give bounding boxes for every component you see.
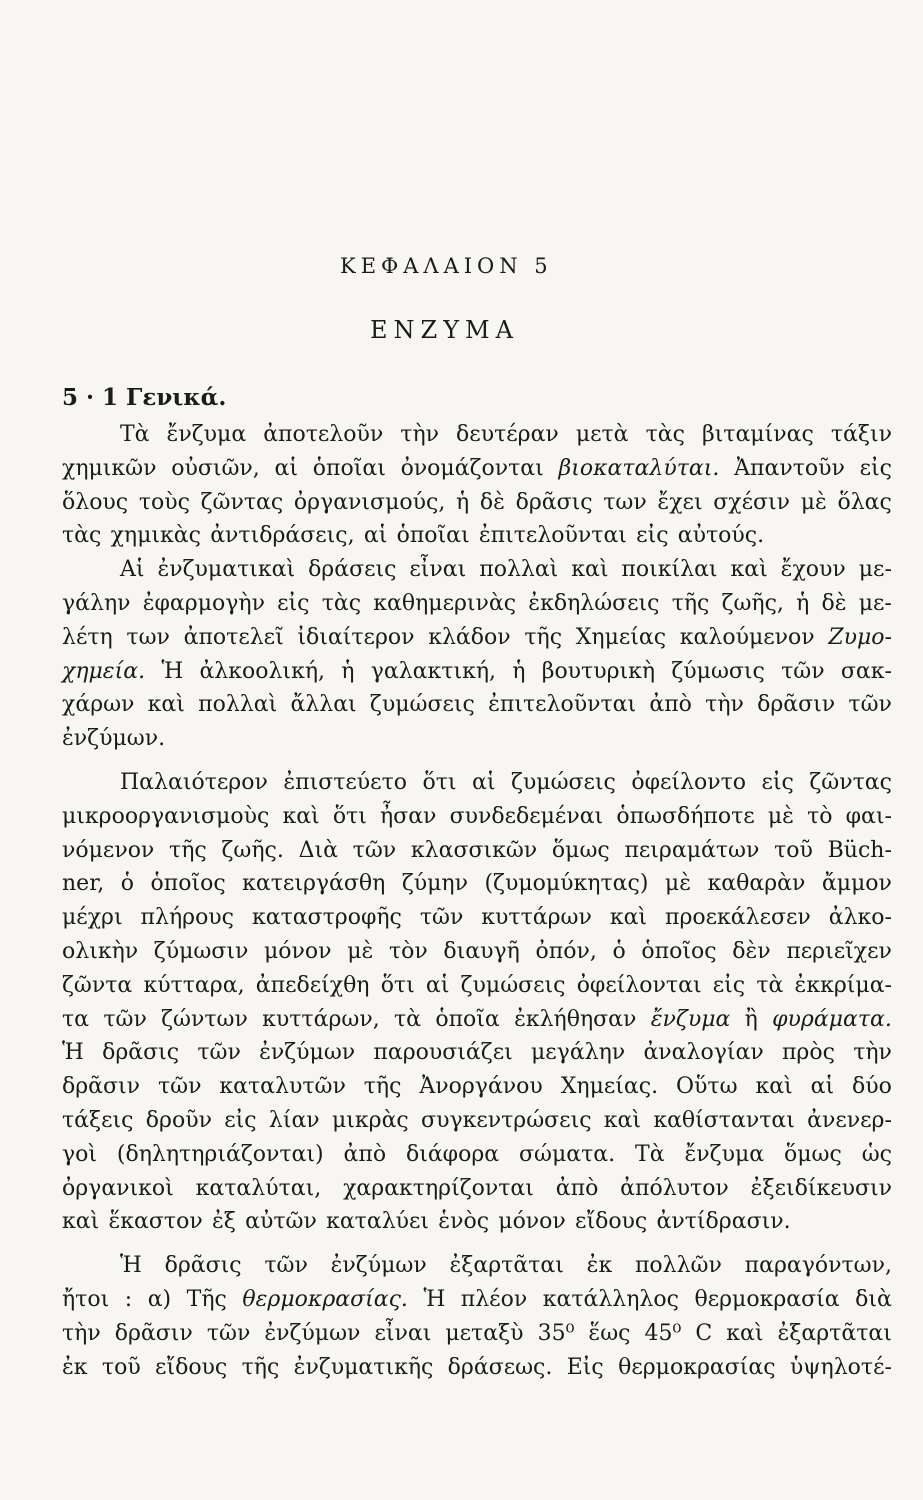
word: σακ-	[840, 658, 892, 684]
text-line	[62, 1205, 892, 1239]
word: ζῶντα	[62, 972, 133, 998]
word: κλασσικῶν	[410, 837, 538, 863]
text-line	[62, 452, 892, 486]
word: με-	[858, 557, 892, 583]
word: αἱ	[363, 523, 388, 549]
text-line	[62, 1283, 892, 1317]
word: τοὺς	[138, 489, 190, 515]
word: φαι-	[845, 803, 892, 829]
word: ὅμως	[551, 837, 610, 863]
word: ἐξ	[211, 1209, 236, 1235]
text-line	[62, 1138, 892, 1172]
text-line	[62, 486, 892, 520]
word: μὲ	[767, 803, 794, 829]
body-text	[62, 418, 892, 1384]
text-line	[62, 969, 892, 1003]
word: τῶν	[264, 1253, 308, 1279]
word: χάρων	[62, 692, 135, 718]
word: ἡ	[341, 658, 355, 684]
word: ἀπὸ	[343, 1141, 387, 1167]
word: Χημείας.	[560, 1074, 659, 1100]
word: ἐξειδίκευσιν	[750, 1175, 892, 1201]
word: πειραμάτων	[624, 837, 760, 863]
word: Τῆς	[186, 1286, 227, 1312]
word: μὲ	[800, 489, 827, 515]
word: βιταμίνας	[701, 422, 814, 447]
word: ἐνζύμων.	[62, 726, 166, 752]
text-line	[62, 935, 892, 969]
word: ζωῆς.	[221, 837, 284, 863]
word: ἀλκο-	[828, 905, 892, 931]
word: ζυμώσεις	[460, 972, 566, 998]
word: ὁποῖαι	[312, 455, 386, 481]
word: αὐτῶν	[245, 1209, 317, 1235]
word: των	[603, 489, 647, 515]
word: τὴν	[853, 1040, 892, 1066]
text-line	[62, 621, 892, 655]
word: καὶ	[726, 1320, 764, 1346]
word: δρᾶσιν	[62, 1074, 141, 1100]
word: ὀργανισμούς,	[293, 489, 446, 515]
word: τῶν	[781, 658, 825, 684]
word: Ἡ	[62, 1040, 84, 1066]
word: τῆς	[169, 837, 207, 863]
word: μικρὰς	[331, 1107, 409, 1133]
word: αἱ	[274, 455, 299, 481]
word: ζύμωσιν	[153, 938, 249, 964]
word: τῶν	[197, 1040, 241, 1066]
word: καὶ	[609, 905, 648, 931]
word: ἑνὸς	[438, 1209, 490, 1235]
word: δράσεως.	[447, 1354, 553, 1380]
word: ὁπωσδήποτε	[616, 803, 755, 829]
text-line	[62, 688, 892, 722]
word: δὲν	[732, 938, 771, 964]
word: δροῦν	[145, 1107, 212, 1133]
text-line	[62, 655, 892, 689]
word: μικροοργανισμοὺς	[62, 803, 270, 829]
word: χαρακτηρίζονται	[343, 1175, 534, 1201]
word: εἰς	[636, 523, 669, 549]
word: τὸ	[807, 803, 833, 829]
word: κατειργάσθη	[242, 871, 386, 897]
word: τὸν	[388, 938, 428, 964]
text-line	[62, 1317, 892, 1351]
word: 45⁰	[644, 1320, 682, 1346]
word: αἱ	[810, 1074, 835, 1100]
word: α)	[147, 1286, 172, 1312]
word: Αἱ	[120, 557, 145, 583]
word: μέχρι	[62, 905, 123, 931]
word: τὴν	[705, 692, 744, 718]
word: μὲ	[664, 871, 692, 897]
word: Διὰ	[298, 837, 338, 863]
word: κύτταρα,	[143, 972, 245, 998]
text-line	[62, 901, 892, 935]
word: δράσεις	[308, 557, 397, 583]
word: εἶναι	[374, 1320, 432, 1346]
word: Τὰ	[120, 422, 150, 447]
word: αἱ	[425, 972, 450, 998]
word: τάξεις	[62, 1107, 134, 1133]
word: διὰ	[855, 1286, 892, 1312]
word: εἴδους	[155, 1354, 228, 1380]
section-heading: 5 · 1 Γενικά.	[62, 384, 227, 411]
word: C	[695, 1320, 713, 1346]
word: ἐπιτελοῦνται	[488, 692, 637, 718]
word: Büch-	[827, 837, 892, 863]
word: ζῶντας	[200, 489, 284, 515]
word: με-	[858, 590, 892, 616]
word: Εἰς	[566, 1354, 604, 1380]
text-line	[62, 1003, 892, 1037]
word: καταλυτῶν	[219, 1074, 346, 1100]
word: τῶν	[157, 1074, 202, 1100]
word: καὶ	[571, 557, 609, 583]
word: καθαρὰν	[707, 871, 806, 897]
word: ἀντίδρασιν.	[656, 1209, 791, 1235]
word: ἐξαρτᾶται	[449, 1253, 564, 1279]
chapter-title: ΕΝΖΥΜΑ	[370, 316, 519, 344]
word: φυράματα.	[772, 1006, 892, 1032]
word: ὀφείλονται	[576, 972, 702, 998]
word: ἔνζυμα	[650, 1006, 731, 1032]
word: καὶ	[282, 803, 320, 829]
word: τὴν	[400, 422, 440, 447]
word: ἔχουν	[780, 557, 846, 583]
word: δρᾶσιν	[114, 1320, 193, 1346]
word: ἀποτελοῦν	[263, 422, 384, 447]
word: συγκεντρώσεις	[421, 1107, 592, 1133]
word: βιοκαταλύται.	[558, 455, 720, 481]
word: ζώντων	[161, 1006, 248, 1032]
word: ἐπιτελοῦνται	[478, 523, 627, 549]
word: ἀπὸ	[649, 692, 692, 718]
word: ὀργανικοὶ	[62, 1175, 174, 1201]
word: Ἀπαντοῦν	[734, 455, 845, 481]
word: καταστροφῆς	[251, 905, 402, 931]
word: καθημερινὰς	[373, 590, 517, 616]
word: εἰς	[859, 455, 892, 481]
word: ἔνζυμα	[166, 422, 247, 447]
word: τοῦ	[774, 837, 813, 863]
word: συνδεδεμέναι	[449, 803, 604, 829]
word: ἀλκοολική,	[199, 658, 325, 684]
word: ὁποῖαι	[396, 523, 470, 549]
word: τοῦ	[101, 1354, 141, 1380]
word: παρουσιάζει	[373, 1040, 513, 1066]
word: ὀφείλοντο	[631, 769, 747, 795]
word: εἰς	[761, 769, 794, 795]
word: ἢ	[744, 1006, 758, 1032]
word: τῶν	[419, 905, 464, 931]
word: εἰς	[277, 590, 310, 616]
word: Τὰ	[635, 1141, 665, 1167]
word: ἐκλήθησαν	[514, 1006, 637, 1032]
word: αἱ	[472, 769, 496, 795]
word: διαυγῆ	[443, 938, 520, 964]
word: ἐπιστεύετο	[283, 769, 407, 795]
word: ἀπεδείχθη	[255, 972, 370, 998]
word: πολλῶν	[634, 1253, 722, 1279]
word: ζυμώσεις	[510, 769, 616, 795]
word: τῆς	[524, 624, 563, 650]
word: ἄλλαι	[290, 692, 357, 718]
word: ὁ	[120, 871, 135, 897]
word: Οὕτω	[676, 1074, 738, 1100]
word: τῶν	[103, 1006, 147, 1032]
word: τὴν	[62, 1320, 101, 1346]
word: οὐσιῶν,	[171, 455, 260, 481]
text-line	[62, 1172, 892, 1206]
word: ἦσαν	[380, 803, 437, 829]
word: ὅτι	[380, 972, 415, 998]
word: ἐνζυματικαὶ	[157, 557, 296, 583]
word: σχέσιν	[713, 489, 791, 515]
text-line	[62, 722, 892, 756]
word: ὀνομάζονται	[400, 455, 544, 481]
word: χημικὰς	[110, 523, 201, 549]
word: :	[124, 1286, 133, 1312]
word: ολικὴν	[62, 938, 139, 964]
word: ὀπόν,	[535, 938, 597, 964]
word: ὑψηλοτέ-	[789, 1354, 892, 1380]
word: καὶ	[730, 557, 768, 583]
word: (δηλητηριάζονται)	[116, 1141, 324, 1167]
word: αὐτούς.	[677, 523, 765, 549]
word: τάξιν	[830, 422, 892, 447]
word: δὲ	[821, 590, 847, 616]
word: καταλύει	[326, 1209, 430, 1235]
word: ἐφαρμογὴν	[142, 590, 265, 616]
text-line	[62, 800, 892, 834]
word: ἐνζύμων	[264, 1320, 361, 1346]
word: τῆς	[363, 1074, 402, 1100]
word: ἕως	[588, 1320, 631, 1346]
word: μόνον	[498, 1209, 566, 1235]
word: καθίστανται	[653, 1107, 795, 1133]
word: ἕκαστον	[108, 1209, 203, 1235]
word: καὶ	[62, 1209, 100, 1235]
word: ζύμωσις	[671, 658, 765, 684]
word: λίαν	[268, 1107, 320, 1133]
text-line	[62, 1104, 892, 1138]
word: ἡ	[512, 658, 526, 684]
word: μόνον	[264, 938, 332, 964]
word: ὁποῖα	[435, 1006, 500, 1032]
word: παραγόντων,	[744, 1253, 892, 1279]
word: ἤτοι	[62, 1286, 110, 1312]
word: ζύμην	[401, 871, 468, 897]
word: ἀπὸ	[555, 1175, 599, 1201]
word: γοὶ	[62, 1141, 98, 1167]
word: των	[126, 624, 170, 650]
text-line	[62, 587, 892, 621]
word: ἀντιδράσεις,	[210, 523, 355, 549]
word: ἐκ	[62, 1354, 88, 1380]
word: Παλαιότερον	[120, 769, 268, 795]
word: Ἀνοργάνου	[419, 1074, 543, 1100]
word: μεταξὺ	[445, 1320, 524, 1346]
word: πολλαὶ	[198, 692, 278, 718]
word: καὶ	[755, 1074, 793, 1100]
word: δευτέραν	[456, 422, 559, 447]
text-line	[62, 1249, 892, 1283]
word: σώματα.	[519, 1141, 616, 1167]
word: εἴδους	[575, 1209, 648, 1235]
word: προεκάλεσεν	[665, 905, 811, 931]
word: ἔνζυμα	[684, 1141, 765, 1167]
word: δὲ	[479, 489, 505, 515]
word: ζῶντας	[809, 769, 892, 795]
word: ἐνζύμων	[259, 1040, 356, 1066]
word: καλούμενον	[679, 624, 815, 650]
word: πλήρους	[140, 905, 235, 931]
word: ἐνζύμων	[330, 1253, 427, 1279]
word: τῶν	[206, 1320, 251, 1346]
word: νόμενον	[62, 837, 155, 863]
word: Χημείας	[575, 624, 667, 650]
word: τῆς	[671, 590, 710, 616]
word: τὰ	[756, 972, 784, 998]
word: καὶ	[147, 692, 185, 718]
word: ὁ	[612, 938, 626, 964]
word: χημεία.	[62, 658, 146, 684]
word: ἐκ	[586, 1253, 613, 1279]
word: ἀπόλυτον	[620, 1175, 729, 1201]
word: τὰς	[321, 590, 362, 616]
word: χημικῶν	[62, 455, 157, 481]
word: τῶν	[352, 837, 397, 863]
word: ἔχει	[657, 489, 703, 515]
word: εἶναι	[409, 557, 467, 583]
word: γαλακτική,	[370, 658, 496, 684]
word: μεγάλην	[530, 1040, 626, 1066]
text-line	[62, 1351, 892, 1385]
word: ζωῆς,	[721, 590, 784, 616]
word: εἰς	[224, 1107, 257, 1133]
word: κυττάρων	[481, 905, 592, 931]
word: ἀποτελεῖ	[183, 624, 284, 650]
word: μετὰ	[575, 422, 629, 447]
word: ἰδιαίτερον	[297, 624, 415, 650]
word: Ἡ	[161, 658, 184, 684]
word: κατάλληλος	[542, 1286, 679, 1312]
word: ποικίλαι	[621, 557, 718, 583]
word: εἰς	[712, 972, 746, 998]
word: Ἡ	[120, 1253, 142, 1279]
word: ἐξαρτᾶται	[777, 1320, 892, 1346]
text-line	[62, 766, 892, 800]
word: κλάδον	[428, 624, 511, 650]
word: ὁποῖος	[150, 871, 226, 897]
word: γάλην	[62, 590, 131, 616]
word: ἐκδηλώσεις	[528, 590, 660, 616]
chapter-label: ΚΕΦΑΛΑΙΟΝ 5	[340, 254, 553, 278]
word: ἡ	[455, 489, 470, 515]
word: ζυμώσεις	[369, 692, 475, 718]
word: ὅτι	[332, 803, 367, 829]
word: κυττάρων,	[262, 1006, 380, 1032]
word: ὅλας	[837, 489, 892, 515]
word: μὲ	[347, 938, 374, 964]
word: 35⁰	[537, 1320, 575, 1346]
word: περιεῖχεν	[786, 938, 892, 964]
word: καὶ	[603, 1107, 642, 1133]
word: δύο	[852, 1074, 892, 1100]
word: (ζυμομύκητας)	[484, 871, 649, 897]
word: ἡ	[796, 590, 810, 616]
word: ner,	[62, 871, 105, 897]
word: ὅτι	[422, 769, 457, 795]
word: ἀνενερ-	[807, 1107, 892, 1133]
word: θερμοκρασίας	[618, 1354, 776, 1380]
text-line	[62, 834, 892, 868]
word: Ζυμο-	[828, 624, 892, 650]
word: Ἡ	[423, 1286, 446, 1312]
text-line	[62, 519, 892, 553]
word: τὰς	[645, 422, 685, 447]
word: τὰ	[394, 1006, 422, 1032]
word: διάφορα	[405, 1141, 500, 1167]
word: βουτυρικὴ	[541, 658, 656, 684]
text-line	[62, 1070, 892, 1104]
word: δρᾶσις	[102, 1040, 180, 1066]
word: καταλύται,	[195, 1175, 322, 1201]
word: δρᾶσις	[515, 489, 593, 515]
word: τὰς	[62, 523, 102, 549]
word: δρᾶσιν	[757, 692, 836, 718]
word: τῶν	[848, 692, 892, 718]
word: δρᾶσις	[164, 1253, 242, 1279]
word: λέτη	[62, 624, 113, 650]
word: ὅλους	[62, 489, 129, 515]
word: ἄμμον	[821, 871, 892, 897]
word: ὅμως	[784, 1141, 842, 1167]
word: τῆς	[241, 1354, 280, 1380]
text-line	[62, 867, 892, 901]
text-line	[62, 1036, 892, 1070]
word: ἐκκρίμα-	[794, 972, 892, 998]
word: ὁποῖος	[641, 938, 717, 964]
word: πολλαὶ	[479, 557, 559, 583]
word: ἐνζυματικῆς	[293, 1354, 434, 1380]
word: θερμοκρασία	[694, 1286, 840, 1312]
word: πλέον	[460, 1286, 528, 1312]
text-line	[62, 553, 892, 587]
word: ὡς	[861, 1141, 892, 1167]
text-line	[62, 418, 892, 452]
word: θερμοκρασίας.	[242, 1286, 408, 1312]
word: τα	[62, 1006, 90, 1032]
word: ἀναλογίαν	[643, 1040, 764, 1066]
word: πρὸς	[781, 1040, 835, 1066]
